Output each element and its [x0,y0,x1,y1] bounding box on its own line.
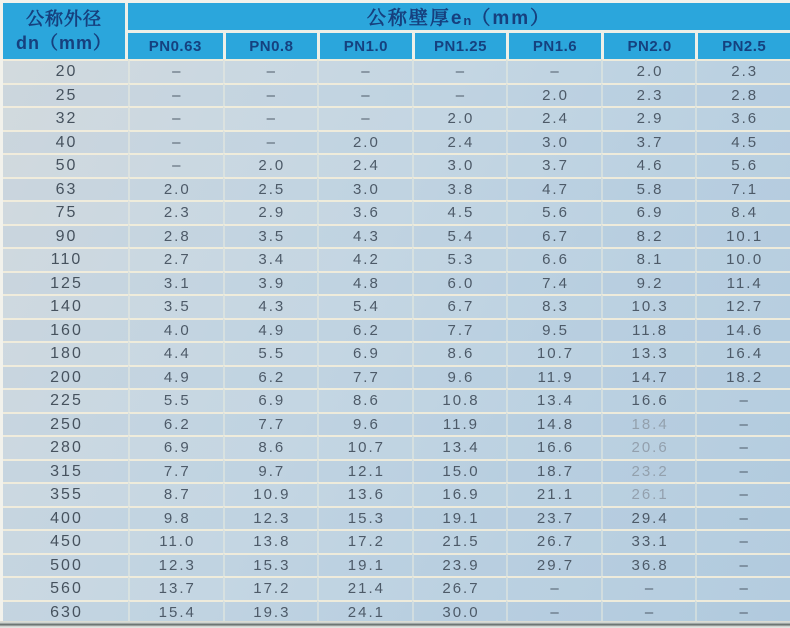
value-cell: 5.4 [412,224,507,248]
table-row [3,83,790,107]
dn-cell: 355 [3,482,128,506]
value-cell: 6.9 [128,435,223,459]
value-cell: – [601,600,696,624]
table-row [3,224,790,248]
value-cell: 4.4 [128,341,223,365]
value-cell: 6.9 [317,341,412,365]
row-header-line1: 公称外径 [26,9,102,29]
pn-column-header: PN2.5 [695,33,790,59]
table-row [3,365,790,389]
value-cell: 6.2 [128,412,223,436]
value-cell: – [695,529,790,553]
value-cell: 24.1 [317,600,412,624]
value-cell: 8.6 [223,435,318,459]
value-cell: 3.6 [695,106,790,130]
value-cell: 10.3 [601,294,696,318]
value-cell: 23.9 [412,553,507,577]
value-cell: – [412,83,507,107]
value-cell: 11.9 [506,365,601,389]
value-cell: 3.8 [412,177,507,201]
value-cell: 17.2 [317,529,412,553]
page-bottom-edge [0,621,790,628]
value-cell: 11.9 [412,412,507,436]
value-cell: 23.7 [506,506,601,530]
pn-column-header: PN0.63 [128,33,223,59]
value-cell: 13.3 [601,341,696,365]
dn-cell: 500 [3,553,128,577]
value-cell: 2.3 [128,200,223,224]
value-cell: 10.9 [223,482,318,506]
value-cell: – [317,106,412,130]
row-header-dn [3,3,128,59]
dn-cell: 75 [3,200,128,224]
value-cell: 19.1 [412,506,507,530]
value-cell: 6.9 [601,200,696,224]
value-cell: 4.3 [317,224,412,248]
value-cell: 6.7 [506,224,601,248]
value-cell: – [695,576,790,600]
value-cell: 3.0 [506,130,601,154]
value-cell: – [412,59,507,83]
value-cell: 4.9 [128,365,223,389]
value-cell: 9.8 [128,506,223,530]
value-cell: 17.2 [223,576,318,600]
value-cell: 10.1 [695,224,790,248]
value-cell: 30.0 [412,600,507,624]
dn-cell: 63 [3,177,128,201]
value-cell: 4.2 [317,247,412,271]
value-cell: 2.4 [506,106,601,130]
table-row [3,600,790,624]
value-cell: 2.5 [223,177,318,201]
table-header [3,3,790,59]
value-cell: 29.7 [506,553,601,577]
table-row [3,247,790,271]
dn-cell: 125 [3,271,128,295]
value-cell: 3.6 [317,200,412,224]
value-cell: – [601,576,696,600]
pipe-wall-thickness-table [3,3,790,623]
row-header-line2: dn（mm） [16,33,112,53]
value-cell: 18.2 [695,365,790,389]
table-row [3,59,790,83]
value-cell: 2.9 [601,106,696,130]
dn-cell: 560 [3,576,128,600]
value-cell: 19.3 [223,600,318,624]
value-cell: 2.3 [695,59,790,83]
dn-cell: 200 [3,365,128,389]
pn-column-header: PN0.8 [223,33,318,59]
dn-cell: 315 [3,459,128,483]
table-body [3,59,790,623]
value-cell: – [317,83,412,107]
value-cell: 29.4 [601,506,696,530]
value-cell: 9.7 [223,459,318,483]
table-row [3,459,790,483]
value-cell: 3.9 [223,271,318,295]
value-cell: 10.8 [412,388,507,412]
value-cell: 2.3 [601,83,696,107]
value-cell: 4.5 [695,130,790,154]
value-cell: – [317,59,412,83]
value-cell: – [128,153,223,177]
value-cell: – [695,412,790,436]
value-cell: 4.6 [601,153,696,177]
dn-cell: 25 [3,83,128,107]
value-cell: 4.0 [128,318,223,342]
value-cell: 8.2 [601,224,696,248]
value-cell: – [128,59,223,83]
value-cell: 15.3 [223,553,318,577]
value-cell: 15.0 [412,459,507,483]
value-cell: 2.0 [317,130,412,154]
value-cell: 4.8 [317,271,412,295]
dn-cell: 50 [3,153,128,177]
value-cell: 5.4 [317,294,412,318]
value-cell: 26.1 [601,482,696,506]
value-cell: 7.7 [128,459,223,483]
table-row [3,341,790,365]
value-cell: 8.6 [412,341,507,365]
value-cell: 2.0 [128,177,223,201]
value-cell: 11.8 [601,318,696,342]
value-cell: 8.4 [695,200,790,224]
value-cell: 8.6 [317,388,412,412]
value-cell: 5.3 [412,247,507,271]
value-cell: – [223,59,318,83]
table-row [3,576,790,600]
dn-cell: 160 [3,318,128,342]
value-cell: 6.2 [223,365,318,389]
value-cell: – [695,435,790,459]
value-cell: – [223,83,318,107]
value-cell: 14.8 [506,412,601,436]
value-cell: 36.8 [601,553,696,577]
value-cell: 11.4 [695,271,790,295]
value-cell: 3.7 [506,153,601,177]
pn-column-header: PN1.25 [412,33,507,59]
value-cell: 15.4 [128,600,223,624]
dn-cell: 225 [3,388,128,412]
dn-cell: 140 [3,294,128,318]
value-cell: 3.1 [128,271,223,295]
value-cell: – [695,553,790,577]
value-cell: 33.1 [601,529,696,553]
col-header-wall-thickness [128,3,790,33]
value-cell: 21.1 [506,482,601,506]
value-cell: 16.6 [506,435,601,459]
value-cell: 5.6 [695,153,790,177]
value-cell: 3.0 [412,153,507,177]
value-cell: 18.4 [601,412,696,436]
dn-cell: 400 [3,506,128,530]
value-cell: 3.5 [223,224,318,248]
dn-cell: 450 [3,529,128,553]
value-cell: – [695,459,790,483]
value-cell: 26.7 [506,529,601,553]
value-cell: 9.5 [506,318,601,342]
value-cell: 6.2 [317,318,412,342]
value-cell: 3.4 [223,247,318,271]
value-cell: 2.0 [223,153,318,177]
dn-cell: 250 [3,412,128,436]
table-row [3,435,790,459]
value-cell: 21.4 [317,576,412,600]
value-cell: 12.3 [128,553,223,577]
value-cell: 8.7 [128,482,223,506]
value-cell: 9.6 [317,412,412,436]
table-row [3,153,790,177]
value-cell: – [506,576,601,600]
wall-label-subscript: n [463,13,472,28]
value-cell: 4.3 [223,294,318,318]
value-cell: 16.4 [695,341,790,365]
value-cell: 6.6 [506,247,601,271]
value-cell: 10.0 [695,247,790,271]
value-cell: 2.8 [128,224,223,248]
value-cell: 7.1 [695,177,790,201]
value-cell: 20.6 [601,435,696,459]
value-cell: 13.7 [128,576,223,600]
value-cell: – [695,600,790,624]
table-row [3,318,790,342]
value-cell: 7.7 [317,365,412,389]
value-cell: 12.7 [695,294,790,318]
value-cell: 14.7 [601,365,696,389]
value-cell: 16.9 [412,482,507,506]
value-cell: 13.4 [506,388,601,412]
value-cell: 13.8 [223,529,318,553]
value-cell: 3.7 [601,130,696,154]
value-cell: 7.7 [223,412,318,436]
value-cell: 10.7 [317,435,412,459]
value-cell: 23.2 [601,459,696,483]
value-cell: 4.5 [412,200,507,224]
value-cell: – [128,106,223,130]
dn-cell: 90 [3,224,128,248]
value-cell: – [223,106,318,130]
value-cell: 8.3 [506,294,601,318]
value-cell: 5.5 [223,341,318,365]
value-cell: 12.1 [317,459,412,483]
value-cell: 2.8 [695,83,790,107]
value-cell: – [695,506,790,530]
table-row [3,130,790,154]
value-cell: 11.0 [128,529,223,553]
value-cell: 21.5 [412,529,507,553]
value-cell: 26.7 [412,576,507,600]
value-cell: 5.8 [601,177,696,201]
value-cell: 6.9 [223,388,318,412]
table-row [3,106,790,130]
value-cell: 19.1 [317,553,412,577]
table-row [3,294,790,318]
dn-cell: 280 [3,435,128,459]
value-cell: 4.9 [223,318,318,342]
value-cell: 7.7 [412,318,507,342]
dn-cell: 20 [3,59,128,83]
value-cell: 2.4 [317,153,412,177]
value-cell: 8.1 [601,247,696,271]
table-row [3,200,790,224]
value-cell: 5.5 [128,388,223,412]
value-cell: 2.0 [412,106,507,130]
table-row [3,271,790,295]
table-row [3,177,790,201]
value-cell: – [506,600,601,624]
value-cell: 16.6 [601,388,696,412]
value-cell: 2.0 [601,59,696,83]
value-cell: 18.7 [506,459,601,483]
value-cell: 7.4 [506,271,601,295]
value-cell: 2.7 [128,247,223,271]
value-cell: – [223,130,318,154]
value-cell: 5.6 [506,200,601,224]
value-cell: – [128,83,223,107]
value-cell: 14.6 [695,318,790,342]
value-cell: – [128,130,223,154]
value-cell: 9.2 [601,271,696,295]
value-cell: – [695,482,790,506]
value-cell: 6.7 [412,294,507,318]
wall-label-prefix: 公称壁厚e [366,8,464,29]
value-cell: 3.0 [317,177,412,201]
value-cell: 4.7 [506,177,601,201]
pn-column-header: PN2.0 [601,33,696,59]
value-cell: 2.0 [506,83,601,107]
dn-cell: 40 [3,130,128,154]
pn-column-header: PN1.6 [506,33,601,59]
value-cell: 6.0 [412,271,507,295]
value-cell: 2.9 [223,200,318,224]
value-cell: 3.5 [128,294,223,318]
value-cell: 13.4 [412,435,507,459]
table-row [3,388,790,412]
pn-column-header: PN1.0 [317,33,412,59]
table-row [3,553,790,577]
table-row [3,529,790,553]
value-cell: – [506,59,601,83]
table-row [3,412,790,436]
dn-cell: 630 [3,600,128,624]
value-cell: 13.6 [317,482,412,506]
value-cell: 10.7 [506,341,601,365]
dn-cell: 32 [3,106,128,130]
header-row-top [3,3,790,33]
value-cell: 9.6 [412,365,507,389]
table-row [3,482,790,506]
value-cell: 15.3 [317,506,412,530]
wall-label-suffix: （mm） [471,8,552,29]
table-row [3,506,790,530]
value-cell: 2.4 [412,130,507,154]
dn-cell: 110 [3,247,128,271]
dn-cell: 180 [3,341,128,365]
value-cell: 12.3 [223,506,318,530]
value-cell: – [695,388,790,412]
